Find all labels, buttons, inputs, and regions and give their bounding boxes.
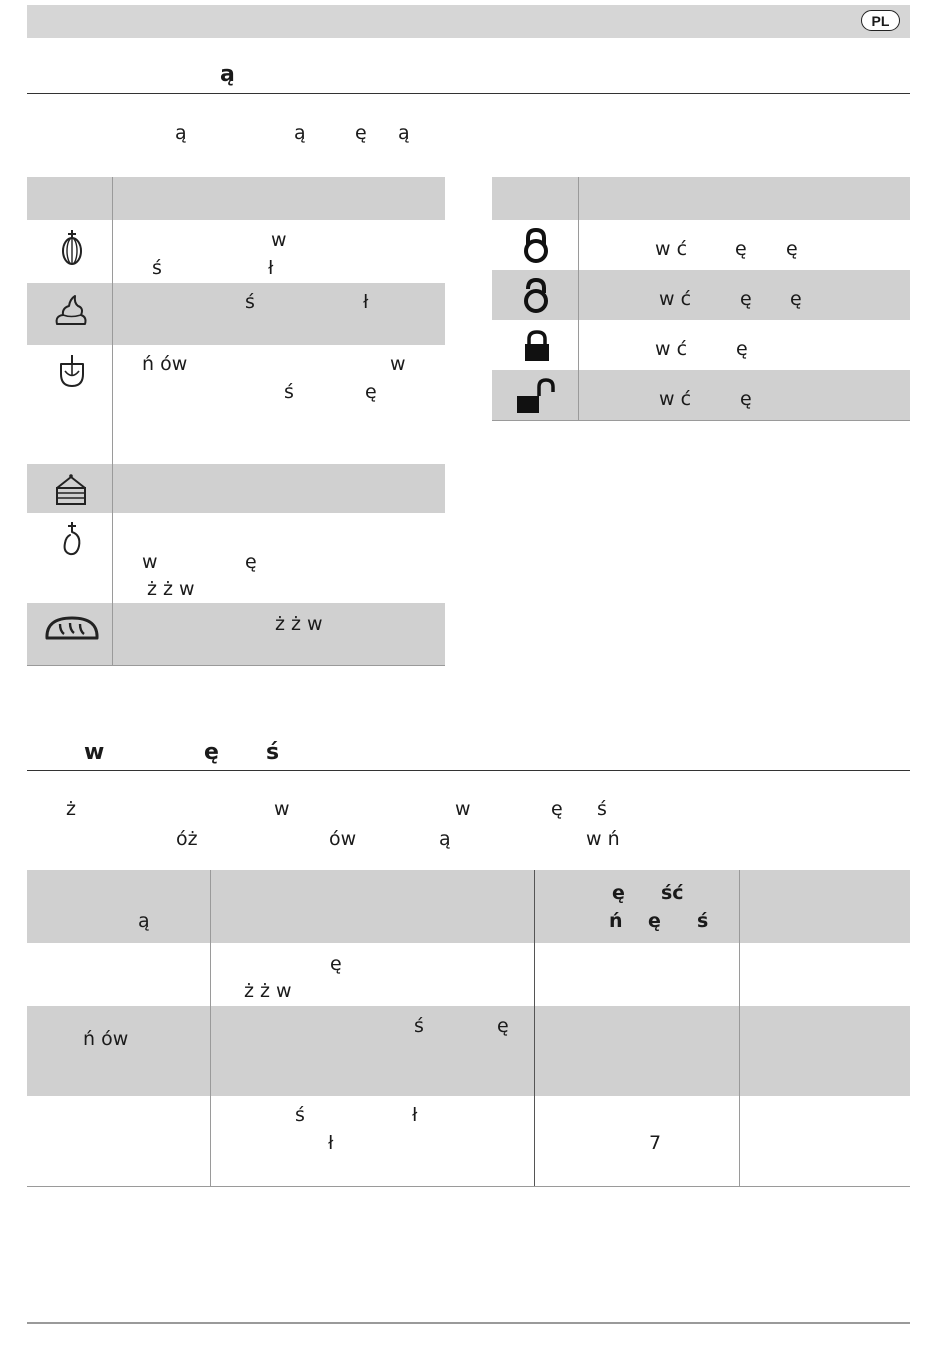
header-cell-text: ś bbox=[697, 910, 709, 932]
intro-word: ów bbox=[329, 828, 357, 850]
cell-text: ł bbox=[328, 1132, 334, 1154]
cell-text: ś bbox=[152, 257, 162, 279]
table-row-shaded bbox=[27, 1006, 910, 1096]
table-row-shaded bbox=[27, 283, 445, 345]
column-divider bbox=[210, 870, 211, 1186]
header-bar bbox=[27, 5, 910, 38]
cell-text: w ć bbox=[655, 338, 688, 360]
header-cell-text: ę bbox=[612, 882, 625, 904]
lock-closed-icon bbox=[522, 329, 552, 363]
cell-text: ę bbox=[736, 338, 748, 360]
footer-rule bbox=[27, 1322, 910, 1324]
cell-text: w ć bbox=[659, 388, 692, 410]
section-title-part: ę bbox=[204, 740, 219, 765]
cell-text: w bbox=[390, 353, 406, 375]
cell-text: ń ów bbox=[83, 1028, 129, 1050]
closed-shackle-icon bbox=[520, 227, 552, 263]
cell-text: ę bbox=[790, 288, 802, 310]
intro-word: ż bbox=[66, 798, 76, 820]
header-cell-text: ę bbox=[648, 910, 661, 932]
header-cell-text: ść bbox=[661, 882, 684, 904]
column-divider bbox=[534, 870, 535, 1186]
intro-word: ą bbox=[294, 122, 306, 144]
cell-text: ś bbox=[295, 1104, 305, 1126]
intro-word: ą bbox=[439, 828, 451, 850]
table-bottom-rule bbox=[27, 1186, 910, 1187]
cell-text: w bbox=[271, 229, 287, 251]
bread-icon bbox=[44, 615, 100, 641]
lock-open-icon bbox=[515, 377, 557, 415]
header-cell-text: ń bbox=[609, 910, 623, 932]
cell-text: ę bbox=[740, 288, 752, 310]
cell-text: ę bbox=[365, 381, 377, 403]
intro-word: ą bbox=[398, 122, 410, 144]
cake-icon bbox=[54, 474, 88, 506]
intro-word: ę bbox=[355, 122, 367, 144]
cell-text: ń ów bbox=[142, 353, 188, 375]
table-row-shaded bbox=[27, 464, 445, 513]
cell-text: ę bbox=[740, 388, 752, 410]
cell-text: ę bbox=[245, 551, 257, 573]
column-divider bbox=[739, 870, 740, 1186]
cell-text: w bbox=[142, 551, 158, 573]
header-cell-text: ą bbox=[138, 910, 150, 932]
language-badge: PL bbox=[861, 10, 900, 31]
section-rule bbox=[27, 93, 910, 94]
cell-text: ś bbox=[284, 381, 294, 403]
intro-word: ą bbox=[175, 122, 187, 144]
dough-hook-icon bbox=[60, 521, 84, 557]
cell-text: ę bbox=[786, 238, 798, 260]
mixer-beater-icon bbox=[57, 354, 87, 388]
cell-text: w ć bbox=[659, 288, 692, 310]
column-divider bbox=[112, 177, 113, 666]
cell-text: ż ż w bbox=[147, 578, 195, 600]
table-header bbox=[492, 177, 910, 220]
cell-text: ś bbox=[245, 291, 255, 313]
column-divider bbox=[578, 177, 579, 420]
section-rule bbox=[27, 770, 910, 771]
cell-text: ę bbox=[330, 953, 342, 975]
cell-text: 7 bbox=[649, 1132, 662, 1154]
section-title: ą bbox=[220, 62, 235, 87]
cell-text: ł bbox=[268, 257, 274, 279]
whisk-icon bbox=[58, 229, 86, 267]
cell-text: ę bbox=[497, 1015, 509, 1037]
intro-word: w bbox=[455, 798, 471, 820]
intro-word: ę bbox=[551, 798, 563, 820]
cell-text: ż ż w bbox=[275, 613, 323, 635]
table-header bbox=[27, 870, 910, 943]
table-row-shaded bbox=[492, 270, 910, 320]
cell-text: ł bbox=[363, 291, 369, 313]
meringue-icon bbox=[53, 294, 89, 328]
table-bottom-rule bbox=[27, 665, 445, 666]
intro-word: óż bbox=[176, 828, 198, 850]
intro-word: w ń bbox=[586, 828, 620, 850]
cell-text: ż ż w bbox=[244, 980, 292, 1002]
cell-text: ś bbox=[414, 1015, 424, 1037]
intro-word: w bbox=[274, 798, 290, 820]
table-bottom-rule bbox=[492, 420, 910, 421]
open-shackle-icon bbox=[520, 277, 552, 313]
cell-text: ę bbox=[735, 238, 747, 260]
intro-word: ś bbox=[597, 798, 607, 820]
section-title-part: ś bbox=[266, 740, 280, 765]
section-title-part: w bbox=[84, 740, 105, 765]
cell-text: w ć bbox=[655, 238, 688, 260]
cell-text: ł bbox=[412, 1104, 418, 1126]
table-header bbox=[27, 177, 445, 220]
